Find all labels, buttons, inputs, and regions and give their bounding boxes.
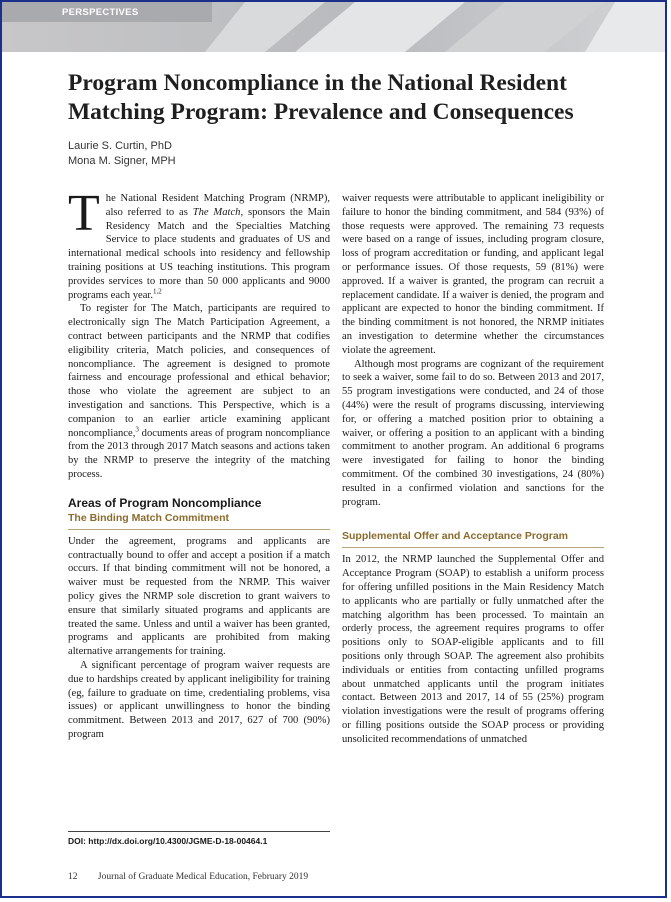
right-column — [342, 192, 604, 746]
author-1: Laurie S. Curtin, PhD — [68, 140, 172, 152]
paragraph-waivers: A significant percentage of program waiver requests are due to hardships created by applicant ineligibility for training (eg, failure to graduate on time, credentialing problems, visa issues) or applicant unwillingness to honor the binding commitment. Between 2013 and 2017, 627 of 700 (90%) program — [68, 659, 330, 740]
header-decoration — [205, 2, 665, 52]
header-band — [2, 2, 665, 52]
author-2: Mona M. Signer, MPH — [68, 154, 176, 167]
intro-paragraph: The National Resident Matching Program (NRMP), also referred to as The Match, sponsors the Main Residency Match and the Specialties Matching Service to place students and graduates of US and international medical schools into residency and fellowship training positions at US teaching institutions. This program provides services to more than 50 000 applicants and 9000 programs each year.$^{1,2}$ — [68, 185, 330, 301]
paragraph-registration: To register for The Match, participants are required to electronically sign The Match Participation Agreement, a contract between participants and the NRMP that codifies eligibility criteria, Match policies, and consequences of noncompliance. The agreement is designed to promote fairness and encourage professional and ethical behavior; those who violate the agreement are subject to an investigation and sanctions. This Perspective, which is a companion to an earlier article examining applicant noncompliance,$^3$ documents areas of program noncompliance from the 2013 through 2017 Match seasons and actions taken by the NRMP to preserve the integrity of the matching process. — [68, 303, 330, 480]
page-number: 12 — [68, 872, 78, 882]
doi-link[interactable]: DOI: http://dx.doi.org/10.4300/JGME-D-18-00464.1 — [68, 831, 330, 846]
author-list — [68, 139, 176, 168]
section-label: PERSPECTIVES — [62, 7, 139, 18]
drop-cap: T — [68, 185, 100, 242]
section-heading: Areas of Program Noncompliance — [68, 495, 262, 510]
article-title: Program Noncompliance in the National Resident Matching Program: Prevalence and Consequences — [68, 70, 574, 125]
page-footer — [68, 872, 308, 882]
section-tag — [2, 2, 212, 22]
left-column — [68, 185, 330, 742]
paragraph-waiver-results: waiver requests were attributable to applicant ineligibility or failure to honor the binding commitment, and 584 (93%) of those requests were approved. The remaining 73 requests were based on a range of issues, including program closure, loss of program accreditation or funding, and applicant legal or performance issues. Of those requests, 59 (81%) were approved. If a waiver is granted, the program can recruit a replacement candidate. If a waiver is denied, the program and applicant are expected to honor the binding commitment. If the binding commitment is not honored, the NRMP initiates an investigation to determine whether the circumstances violate the agreement. — [342, 193, 604, 356]
paragraph-soap: In 2012, the NRMP launched the Supplemental Offer and Acceptance Program (SOAP) to establish a uniform process for offering unfilled positions in the Main Residency Match to applicants who are partially or fully unmatched after the matching algorithm has been processed. To maintain an orderly process, the agreement requires programs to offer positions only to SOAP-eligible applicants and to fill positions only through SOAP. The agreement also prohibits individuals or entities from contacting unfilled programs about unmatched applicants until the program initiates contact. Between 2013 and 2017, 14 of 55 (25%) program violation investigations were the result of programs offering or filling positions outside the SOAP process or providing unsolicited recommendations of unmatched — [342, 554, 604, 745]
paragraph-investigations: Although most programs are cognizant of the requirement to seek a waiver, some fail to do so. Between 2013 and 2017, 55 program investigations were conducted, and 24 of those (44%) were the result of programs discussing, interviewing for, or offering a matched position prior to obtaining a waiver, or offering a position to an applicant with a binding commitment to another program. An additional 6 programs were investigated for failing to honor the binding commitment. Of the combined 30 investigations, 24 (80%) resulted in a confirmed violation and sanctions for the program. — [342, 358, 604, 508]
subsection-heading-binding: The Binding Match Commitment — [68, 511, 330, 530]
journal-citation: Journal of Graduate Medical Education, February 2019 — [97, 872, 309, 882]
paragraph-binding: Under the agreement, programs and applicants are contractually bound to offer and accept a position if a match occurs. If that binding commitment will not be honored, a waiver must be requested from the NRMP. This waiver policy gives the NRMP sole discretion to grant waivers to ensure that similarly situated programs and applicants are treated the same. Unless and until a waiver has been granted, programs and applicants are prohibited from making alternative arrangements for training. — [68, 535, 330, 658]
subsection-heading-soap: Supplemental Offer and Acceptance Program — [342, 523, 604, 548]
